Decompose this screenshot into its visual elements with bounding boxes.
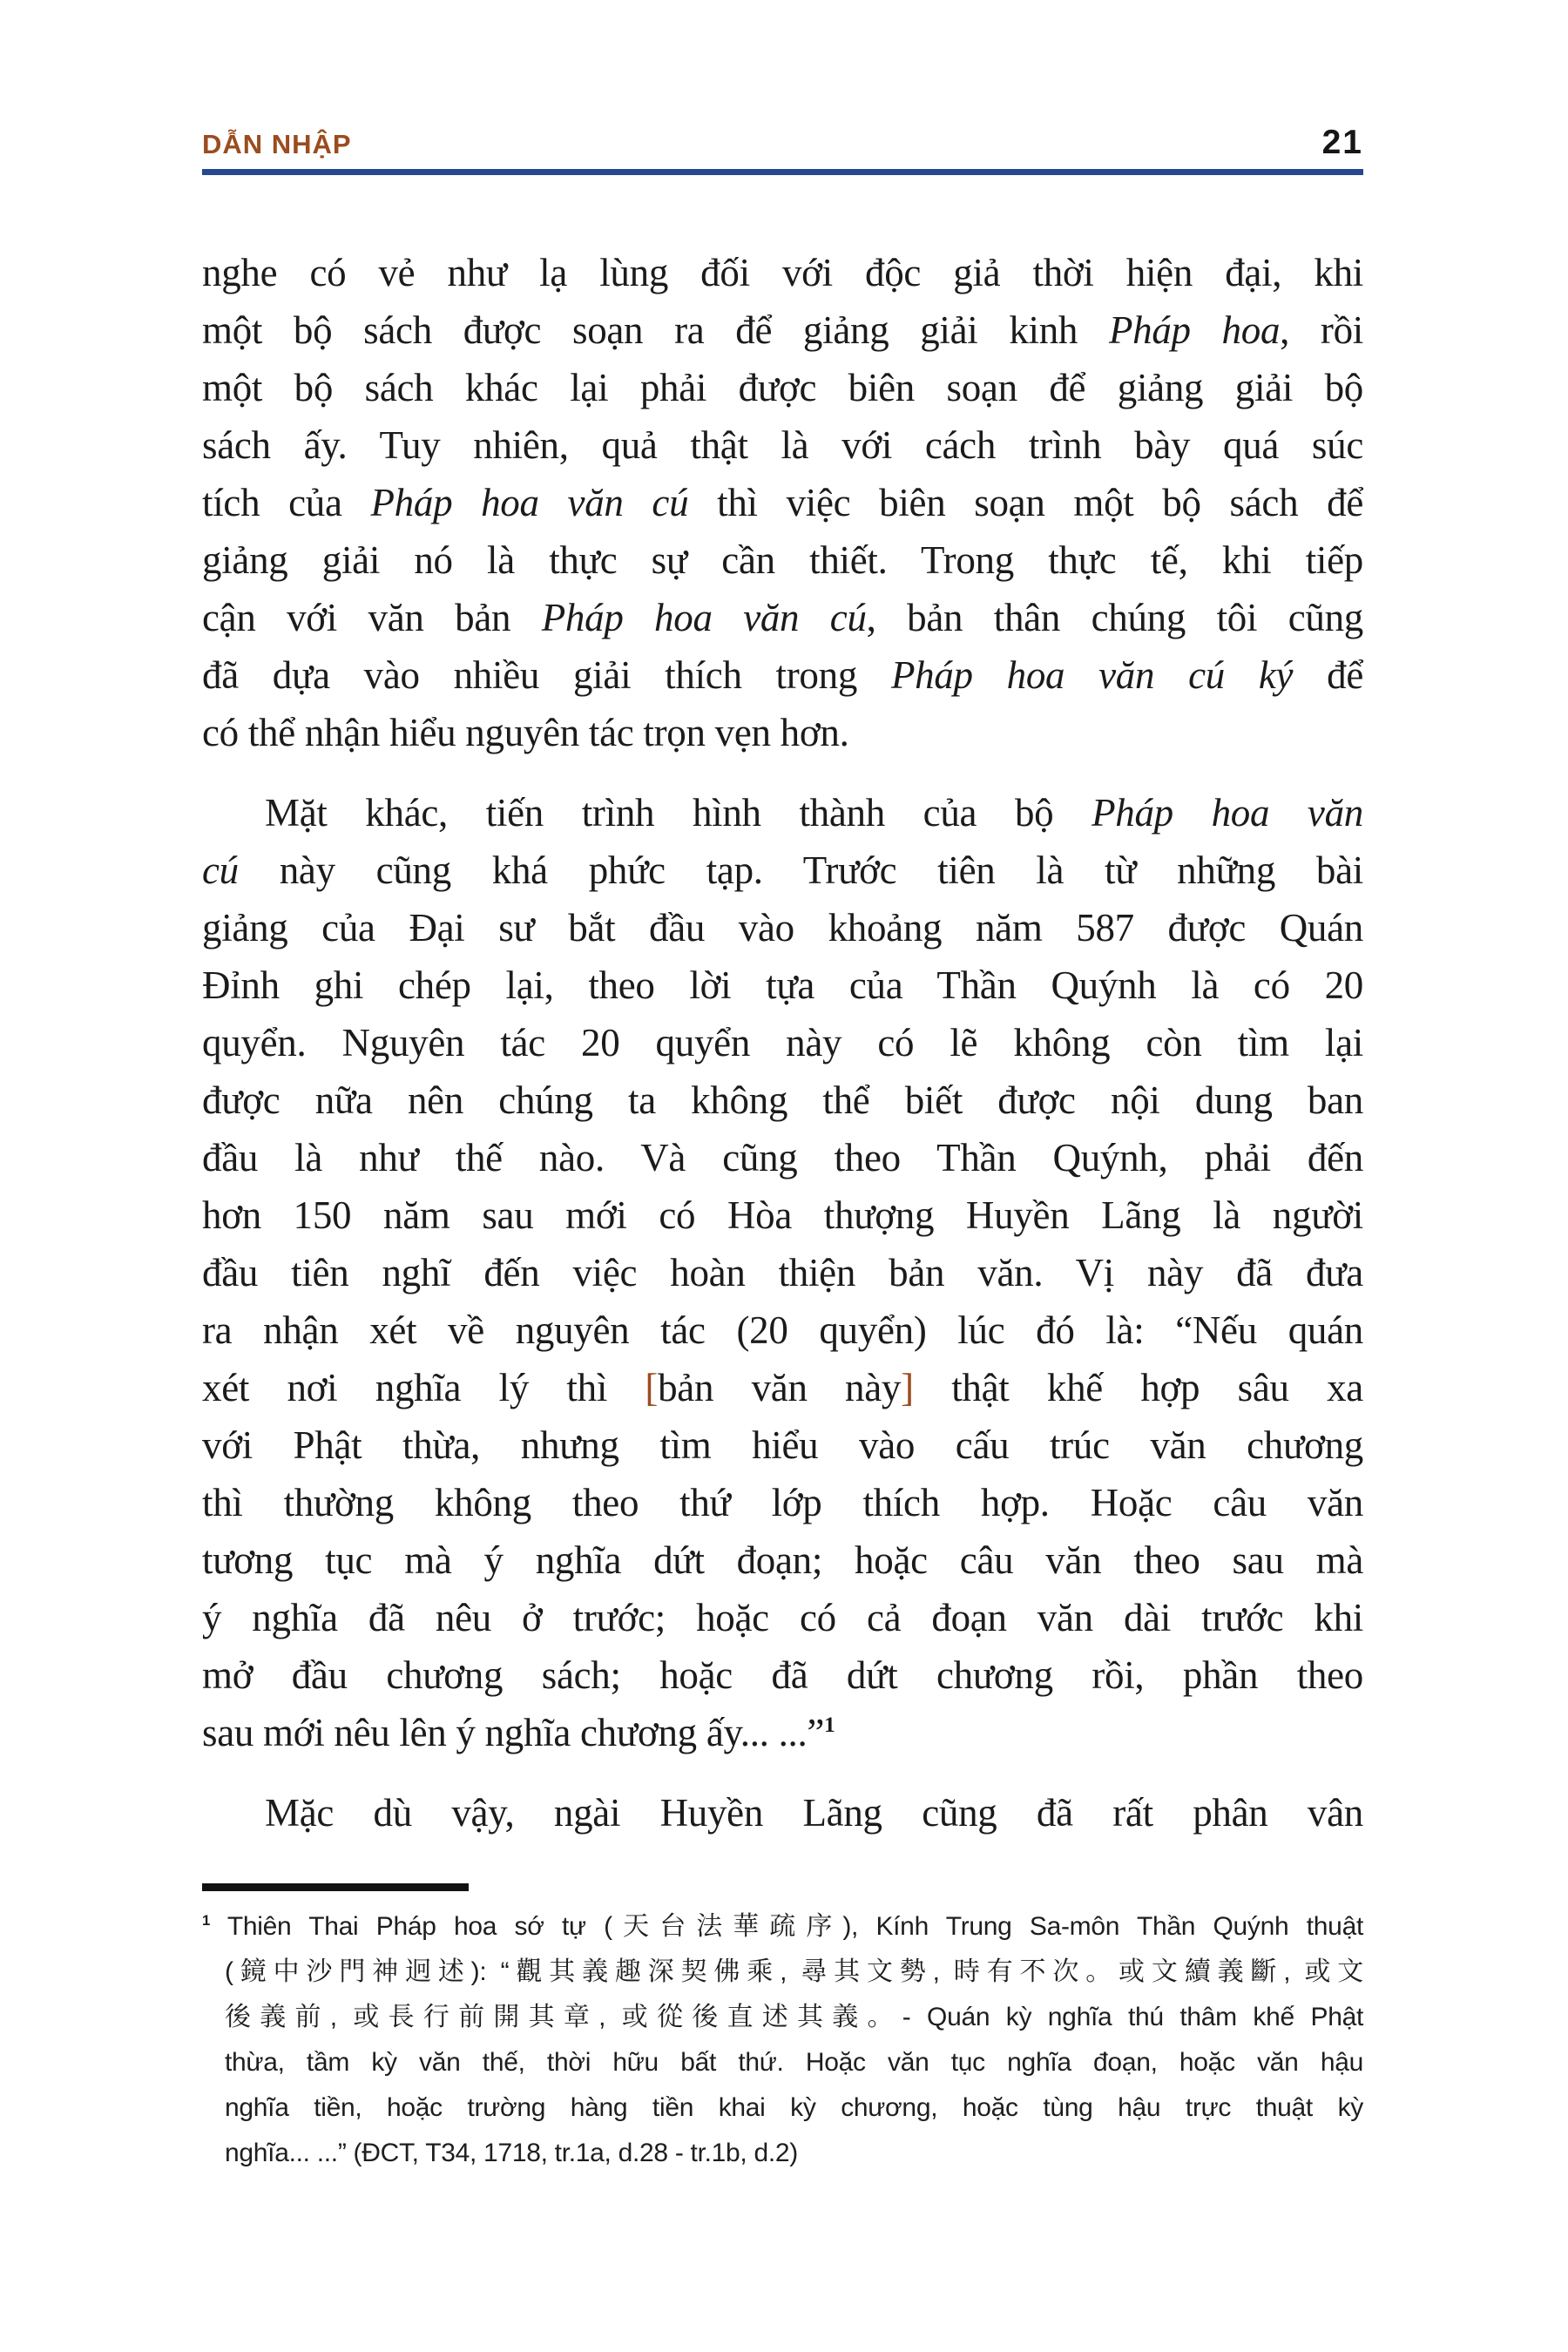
page-header (202, 124, 1363, 169)
footnote-separator (202, 1883, 469, 1891)
text-line: ra nhận xét về nguyên tác (20 quyển) lúc đó là: “Nếu quán (202, 1308, 1363, 1352)
text-line: một bộ sách được soạn ra để giảng giải kinh Pháp hoa, rồi (202, 308, 1363, 352)
text-line: sau mới nêu lên ý nghĩa chương ấy... ...”$^1$ (202, 1711, 835, 1754)
text-line: giảng của Đại sư bắt đầu vào khoảng năm 587 được Quán (202, 906, 1363, 950)
text-line: Mặt khác, tiến trình hình thành của bộ Pháp hoa văn (265, 791, 1363, 835)
text-line: tương tục mà ý nghĩa dứt đoạn; hoặc câu văn theo sau mà (202, 1538, 1363, 1582)
text-line: đã dựa vào nhiều giải thích trong Pháp hoa văn cú ký để (202, 653, 1364, 697)
text-line: sách ấy. Tuy nhiên, quả thật là với cách trình bày quá súc (202, 423, 1363, 467)
text-line: nghe có vẻ như lạ lùng đối với độc giả thời hiện đại, khi (202, 251, 1363, 294)
footnote-line: 後義前, 或長行前開其章, 或從後直述其義。- Quán kỳ nghĩa thú thâm khế Phật (225, 2003, 1363, 2031)
text-line: với Phật thừa, nhưng tìm hiểu vào cấu trúc văn chương (202, 1423, 1363, 1467)
text-line: mở đầu chương sách; hoặc đã dứt chương rồi, phần theo (202, 1653, 1363, 1697)
section-title: DẪN NHẬP (202, 129, 352, 159)
header-rule (202, 169, 1363, 175)
paragraph (202, 1784, 1363, 1842)
text-line: giảng giải nó là thực sự cần thiết. Trong thực tế, khi tiếp (202, 538, 1363, 582)
text-line: hơn 150 năm sau mới có Hòa thượng Huyền Lãng là người (202, 1193, 1363, 1237)
footnote-line: $^1$ Thiên Thai Pháp hoa sớ tự (天台法華疏序), Kính Trung Sa-môn Thần Quýnh thuật (202, 1912, 1363, 1941)
page-number: 21 (1321, 124, 1363, 161)
text-line: Mặc dù vậy, ngài Huyền Lãng cũng đã rất phân vân (265, 1791, 1363, 1835)
text-line: quyển. Nguyên tác 20 quyển này có lẽ không còn tìm lại (202, 1021, 1363, 1064)
text-line: đầu là như thế nào. Và cũng theo Thần Quýnh, phải đến (202, 1136, 1363, 1179)
text-line: cú này cũng khá phức tạp. Trước tiên là từ những bài (202, 848, 1363, 892)
body-text (202, 244, 1363, 1842)
text-line: ý nghĩa đã nêu ở trước; hoặc có cả đoạn văn dài trước khi (202, 1596, 1363, 1639)
text-line: tích của Pháp hoa văn cú thì việc biên soạn một bộ sách để (202, 481, 1363, 524)
footnote-line: nghĩa tiền, hoặc trường hàng tiền khai kỳ chương, hoặc tùng hậu trực thuật kỳ (225, 2093, 1363, 2122)
text-line: một bộ sách khác lại phải được biên soạn để giảng giải bộ (202, 366, 1363, 409)
text-line: cận với văn bản Pháp hoa văn cú, bản thân chúng tôi cũng (202, 596, 1363, 639)
footnote (202, 1904, 1363, 2176)
text-line: được nữa nên chúng ta không thể biết được nội dung ban (202, 1078, 1363, 1122)
footnote-line: (鏡中沙門神迥述): “觀其義趣深契佛乘, 尋其文勢, 時有不次。或文續義斷, 或文 (225, 1957, 1363, 1986)
footnote-line: thừa, tầm kỳ văn thế, thời hữu bất thứ. Hoặc văn tục nghĩa đoạn, hoặc văn hậu (225, 2048, 1363, 2077)
text-line: thì thường không theo thứ lớp thích hợp. Hoặc câu văn (202, 1481, 1363, 1524)
text-line: xét nơi nghĩa lý thì [bản văn này] thật khế hợp sâu xa (202, 1366, 1363, 1409)
text-line: Đỉnh ghi chép lại, theo lời tựa của Thần Quýnh là có 20 (202, 963, 1363, 1007)
text-line: đầu tiên nghĩ đến việc hoàn thiện bản văn. Vị này đã đưa (202, 1251, 1363, 1294)
paragraph (202, 244, 1363, 761)
text-line: có thể nhận hiểu nguyên tác trọn vẹn hơn. (202, 711, 849, 754)
footnote-line: nghĩa... ...” (ĐCT, T34, 1718, tr.1a, d.28 - tr.1b, d.2) (225, 2139, 798, 2167)
paragraph (202, 784, 1363, 1761)
